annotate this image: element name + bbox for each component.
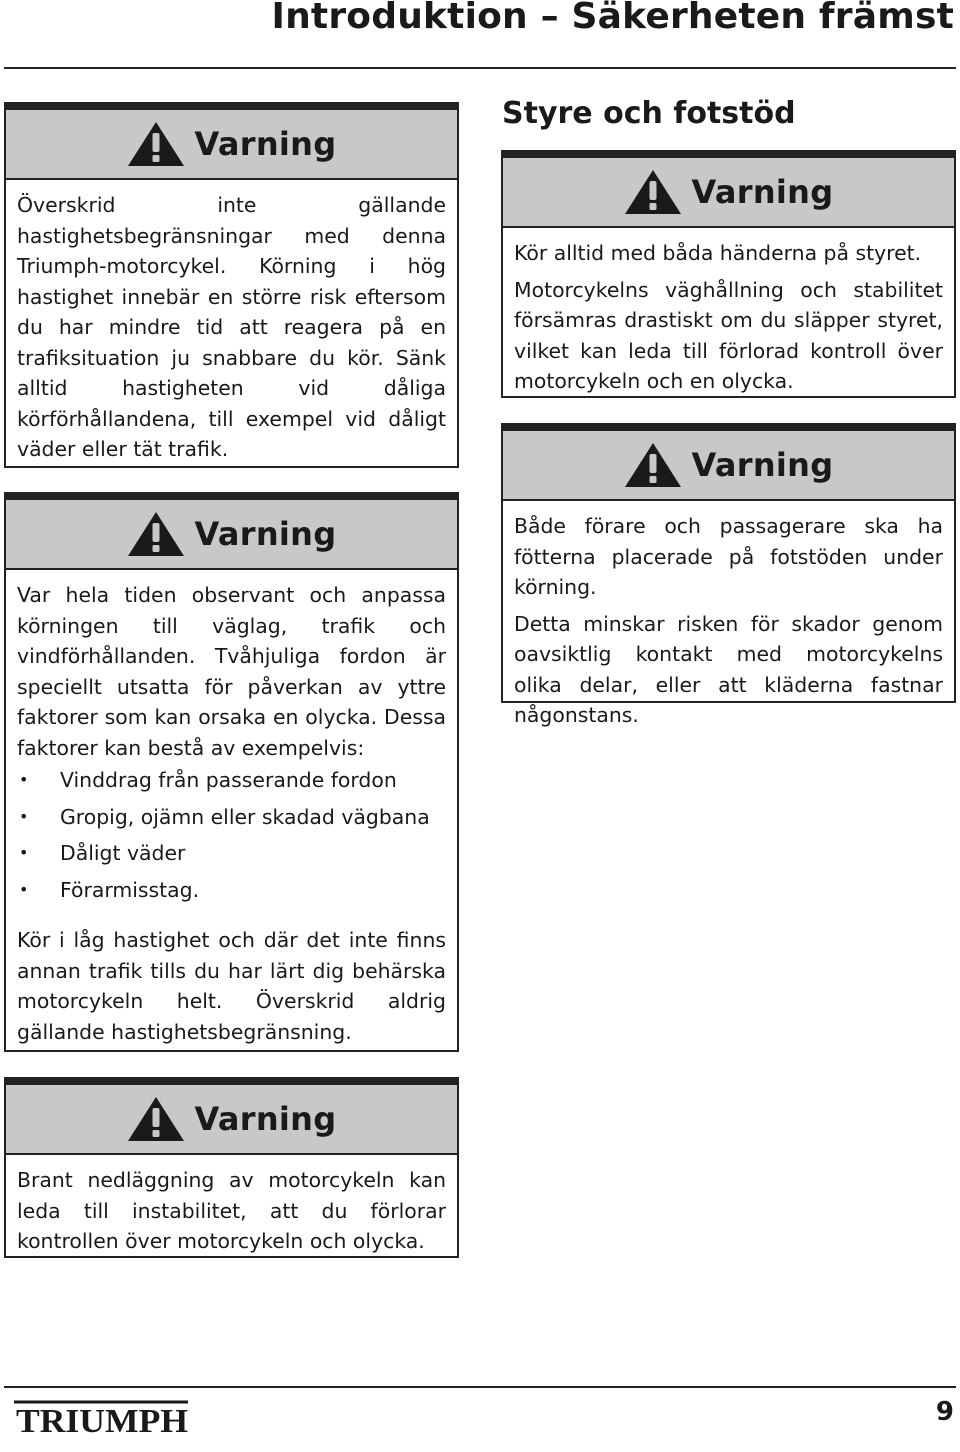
warning-box-conditions (4, 492, 459, 1052)
warning-box-speed (4, 102, 459, 468)
warning-header (6, 494, 457, 570)
list-item: • Vinddrag från passerande fordon (17, 765, 446, 796)
warning-triangle-icon (127, 121, 185, 167)
warning-title: Varning (194, 125, 337, 163)
header-divider (4, 67, 956, 69)
warning-text: Kör alltid med båda händerna på styret. (514, 241, 922, 265)
warning-header (6, 104, 457, 180)
warning-closing-text: Kör i låg hastighet och där det inte finns annan trafik tills du har lärt dig behärska motorcykeln helt. Överskrid aldrig gällande hastighetsbegränsning. (17, 928, 446, 1044)
warning-text: Överskrid inte gällande hastighetsbegränsningar med denna Triumph-motorcykel. Körning i hög hastighet innebär en större risk eftersom du har mindre tid att reagera på en trafiksituation ju snabbare du kör. Sänk alltid hastigheten vid dåliga körförhållandena, till exempel vid dåligt väder eller tät trafik. (17, 193, 446, 461)
section-heading: Styre och fotstöd (502, 96, 796, 131)
factor-list (17, 765, 446, 905)
warning-header (503, 425, 954, 501)
warning-triangle-icon (624, 442, 682, 488)
triumph-logo (12, 1394, 192, 1438)
footer-divider (4, 1386, 956, 1388)
warning-box-handlebar (501, 150, 956, 398)
warning-title: Varning (691, 446, 834, 484)
warning-title: Varning (691, 173, 834, 211)
svg-text:TRIUMPH: TRIUMPH (16, 1403, 188, 1438)
warning-text: Både förare och passagerare ska ha fötterna placerade på fotstöden under körning. (514, 514, 943, 599)
warning-box-footrests (501, 423, 956, 727)
warning-header (6, 1079, 457, 1155)
list-item: • Dåligt väder (17, 838, 446, 869)
warning-triangle-icon (624, 169, 682, 215)
warning-text: Detta minskar risken för skador genom oavsiktlig kontakt med motorcykelns olika delar, eller att kläderna fastnar någonstans. (514, 611, 943, 727)
warning-text: Var hela tiden observant och anpassa körningen till väglag, trafik och vindförhållanden. Tvåhjuliga fordon är speciellt utsatta för påverkan av yttre faktorer som kan orsaka en olycka. Dessa faktorer kan bestå av exempelvis: (17, 583, 446, 760)
warning-header (503, 152, 954, 228)
page-title: Introduktion – Säkerheten främst (271, 0, 954, 37)
warning-text: Brant nedläggning av motorcykeln kan leda till instabilitet, att du förlorar kontrollen över motorcykeln och olycka. (17, 1168, 446, 1253)
warning-triangle-icon (127, 1096, 185, 1142)
page-number: 9 (935, 1397, 954, 1427)
warning-title: Varning (194, 1100, 337, 1138)
list-item: • Gropig, ojämn eller skadad vägbana (17, 802, 446, 833)
warning-triangle-icon (127, 511, 185, 557)
warning-box-lean (4, 1077, 459, 1258)
warning-text: Motorcykelns väghållning och stabilitet försämras drastiskt om du släpper styret, vilket kan leda till förlorad kontroll över motorcykeln och en olycka. (514, 277, 943, 393)
list-item: • Förarmisstag. (17, 875, 446, 906)
warning-title: Varning (194, 515, 337, 553)
